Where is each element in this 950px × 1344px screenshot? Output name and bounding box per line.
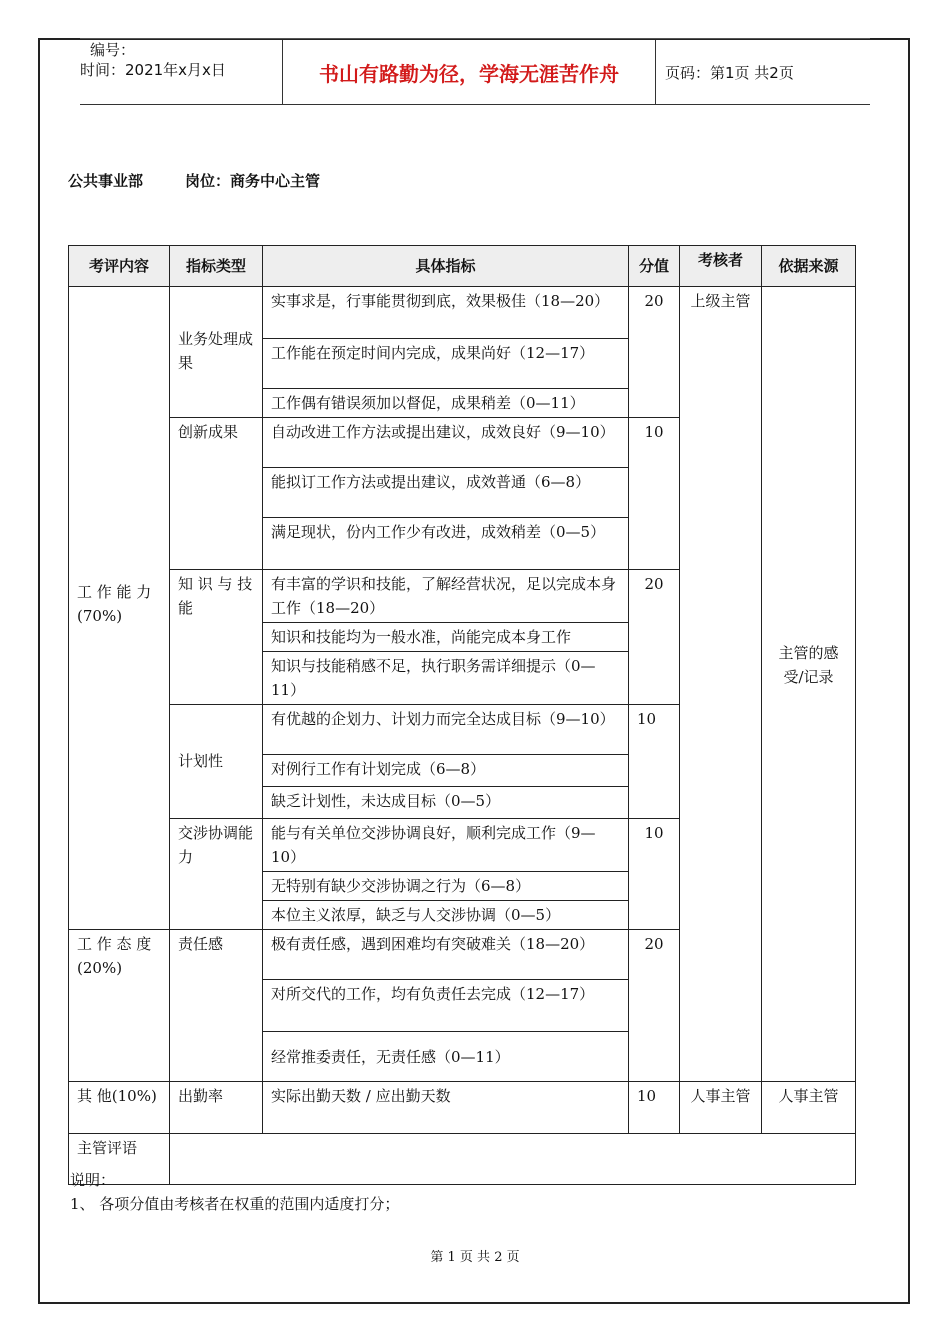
category-work-ability: 工 作 能 力(70%)	[69, 287, 170, 930]
score-cell: 20	[629, 930, 680, 1082]
source-cell: 人事主管	[762, 1082, 856, 1134]
score-cell: 10	[629, 1082, 680, 1134]
notes-item: 1、 各项分值由考核者在权重的范围内适度打分；	[70, 1195, 400, 1213]
indicator-type: 出勤率	[170, 1082, 263, 1134]
header-rule-bottom	[80, 104, 870, 105]
position: 岗位：商务中心主管	[185, 172, 321, 190]
header-rule	[80, 38, 870, 39]
comment-label: 主管评语	[69, 1134, 170, 1185]
header-left	[80, 40, 282, 104]
indicator-cell: 对所交代的工作，均有负责任去完成（12—17）	[263, 980, 629, 1032]
indicator-type: 业务处理成果	[170, 287, 263, 418]
indicator-cell: 实事求是，行事能贯彻到底，效果极佳（18—20）	[263, 287, 629, 339]
category-work-attitude: 工 作 态 度(20%)	[69, 930, 170, 1082]
table-row	[69, 1082, 856, 1134]
assessor-cell: 上级主管	[680, 287, 762, 1082]
col-header: 考评内容	[69, 246, 170, 287]
department: 公共事业部	[68, 172, 144, 190]
indicator-type: 交涉协调能力	[170, 819, 263, 930]
score-cell: 20	[629, 570, 680, 705]
col-header: 具体指标	[263, 246, 629, 287]
indicator-cell: 自动改进工作方法或提出建议，成效良好（9—10）	[263, 418, 629, 468]
category-others: 其 他(10%)	[69, 1082, 170, 1134]
indicator-cell: 工作能在预定时间内完成，成果尚好（12—17）	[263, 339, 629, 389]
indicator-cell: 本位主义浓厚，缺乏与人交涉协调（0—5）	[263, 901, 629, 930]
indicator-cell: 极有责任感，遇到困难均有突破难关（18—20）	[263, 930, 629, 980]
col-header: 分值	[629, 246, 680, 287]
indicator-type: 创新成果	[170, 418, 263, 570]
indicator-cell: 无特别有缺少交涉协调之行为（6—8）	[263, 872, 629, 901]
page-footer: 第 1 页 共 2 页	[430, 1250, 520, 1265]
notes-title: 说明：	[70, 1171, 116, 1189]
score-cell: 10	[629, 819, 680, 930]
indicator-cell: 实际出勤天数 / 应出勤天数	[263, 1082, 629, 1134]
indicator-cell: 有优越的企划力、计划力而完全达成目标（9—10）	[263, 705, 629, 755]
table-row	[69, 287, 856, 339]
date-label: 时间：2021年x月x日	[80, 61, 226, 79]
indicator-type: 责任感	[170, 930, 263, 1082]
indicator-cell: 能拟订工作方法或提出建议，成效普通（6—8）	[263, 468, 629, 518]
indicator-cell: 知识和技能均为一般水准，尚能完成本身工作	[263, 623, 629, 652]
indicator-cell: 知识与技能稍感不足，执行职务需详细提示（0—11）	[263, 652, 629, 705]
dept-line	[68, 170, 320, 191]
col-header: 指标类型	[170, 246, 263, 287]
motto: 书山有路勤为径，学海无涯苦作舟	[282, 40, 656, 104]
indicator-cell: 满足现状，份内工作少有改进，成效稍差（0—5）	[263, 518, 629, 570]
code-label: 编号：	[90, 41, 136, 59]
indicator-type: 计划性	[170, 705, 263, 819]
indicator-cell: 对例行工作有计划完成（6—8）	[263, 755, 629, 787]
col-header: 考核者	[680, 246, 762, 287]
page-info: 页码：第1页 共2页	[665, 63, 794, 82]
indicator-cell: 工作偶有错误须加以督促，成果稍差（0—11）	[263, 389, 629, 418]
indicator-cell: 有丰富的学识和技能，了解经营状况，足以完成本身工作（18—20）	[263, 570, 629, 623]
score-cell: 10	[629, 705, 680, 819]
col-header: 依据来源	[762, 246, 856, 287]
indicator-cell: 缺乏计划性，未达成目标（0—5）	[263, 787, 629, 819]
assessor-cell: 人事主管	[680, 1082, 762, 1134]
indicator-type: 知 识 与 技能	[170, 570, 263, 705]
evaluation-table	[68, 245, 856, 1185]
score-cell: 10	[629, 418, 680, 570]
indicator-cell: 能与有关单位交涉协调良好，顺利完成工作（9—10）	[263, 819, 629, 872]
score-cell: 20	[629, 287, 680, 418]
table-header-row	[69, 246, 856, 287]
source-cell: 主管的感受/记录	[762, 287, 856, 1082]
notes	[70, 1168, 399, 1216]
indicator-cell: 经常推委责任，无责任感（0—11）	[263, 1032, 629, 1082]
